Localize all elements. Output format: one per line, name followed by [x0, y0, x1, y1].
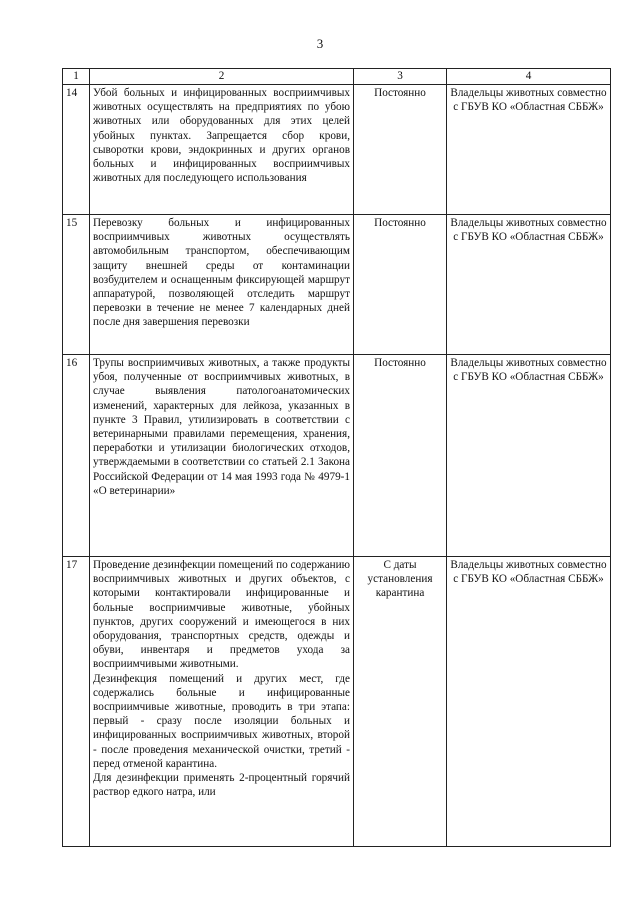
measure-text — [90, 85, 354, 215]
responsible-cell: Владельцы животных совместно с ГБУВ КО «Областная СББЖ» — [447, 355, 611, 557]
header-cell: 4 — [447, 69, 611, 85]
table-row — [63, 215, 611, 355]
header-cell: 1 — [63, 69, 90, 85]
table-row — [63, 85, 611, 215]
term-cell: Постоянно — [354, 85, 447, 215]
header-cell: 2 — [90, 69, 354, 85]
measure-paragraph: Перевозку больных и инфицированных восприимчивых животных осуществлять автомобильным транспортом, обеспечивающим защиту внешней среды от контаминации возбудителем и оснащенным фиксирующей маршрут аппаратурой, позволяющей отследить маршрут перевозки в течение не менее 7 календарных дней после дня завершения перевозки — [93, 217, 350, 329]
row-number: 17 — [63, 557, 90, 847]
measure-paragraph: Трупы восприимчивых животных, а также продукты убоя, полученные от восприимчивых животных, в случае выявления патологоанатомических изменений, характерных для лейкоза, указанных в пункте 3 Правил, утилизировать в соответствии с ветеринарными правилами перемещения, хранения, переработки и утилизации биологических отходов, утверждаемыми в соответствии со статьей 2.1 Закона Российской Федерации от 14 мая 1993 года № 4979-1 «О ветеринарии» — [93, 357, 350, 497]
page-number: 3 — [316, 36, 324, 51]
table-row — [63, 355, 611, 557]
responsible-cell: Владельцы животных совместно с ГБУВ КО «Областная СББЖ» — [447, 557, 611, 847]
table-header-row — [63, 69, 611, 85]
measure-text — [90, 215, 354, 355]
term-cell: Постоянно — [354, 355, 447, 557]
measure-paragraph: Убой больных и инфицированных восприимчивых животных осуществлять на предприятиях по убою животных или оборудованных для этих целей убойных пунктах. Запрещается сбор крови, сыворотки крови, эндокринных и других органов больных и инфицированных восприимчивых животных для последующего использования — [93, 87, 350, 185]
measure-text — [90, 355, 354, 557]
responsible-cell: Владельцы животных совместно с ГБУВ КО «Областная СББЖ» — [447, 215, 611, 355]
measure-text — [90, 557, 354, 847]
table-row — [63, 557, 611, 847]
measures-table — [62, 68, 611, 847]
measure-paragraph: Проведение дезинфекции помещений по содержанию восприимчивых животных и других объектов, с которыми контактировали инфицированные и больные восприимчивые животные, убойных пунктов, других сооружений и имеющегося в них оборудования, транспортных средств, одежды и обуви, инвентаря и предметов ухода за восприимчивыми животными. — [93, 559, 350, 671]
row-number: 16 — [63, 355, 90, 557]
measure-paragraph: Для дезинфекции применять 2-процентный горячий раствор едкого натра, или — [93, 772, 350, 799]
row-number: 15 — [63, 215, 90, 355]
row-number: 14 — [63, 85, 90, 215]
measure-paragraph: Дезинфекция помещений и других мест, где содержались больные и инфицированные восприимчивые животные, проводить в три этапа: первый - сразу после изоляции больных и инфицированных восприимчивых животных, второй - после проведения механической очистки, третий - перед отменой карантина. — [93, 672, 350, 770]
responsible-cell: Владельцы животных совместно с ГБУВ КО «Областная СББЖ» — [447, 85, 611, 215]
header-cell: 3 — [354, 69, 447, 85]
term-cell: Постоянно — [354, 215, 447, 355]
term-cell: С даты установления карантина — [354, 557, 447, 847]
